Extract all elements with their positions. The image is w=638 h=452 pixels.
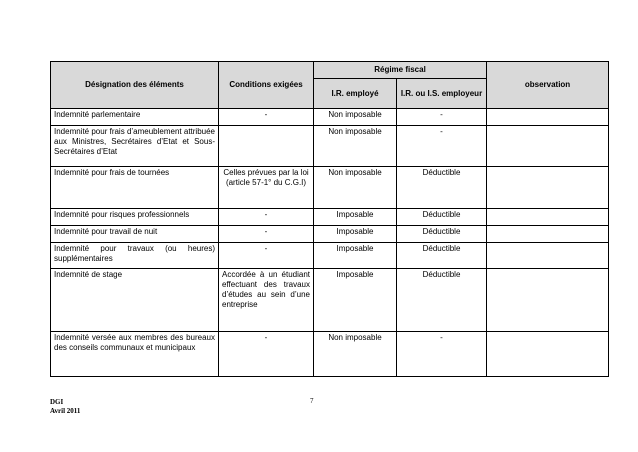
header-designation: Désignation des éléments — [51, 62, 219, 109]
cell-iris: Déductible — [397, 167, 487, 209]
cell-designation: Indemnité de stage — [51, 269, 219, 332]
cell-conditions: Accordée à un étudiant effectuant des travaux d’études au sein d’une entreprise — [219, 269, 314, 332]
cell-iris: Déductible — [397, 243, 487, 269]
table-row — [51, 243, 609, 269]
cell-conditions — [219, 126, 314, 167]
cell-ir: Non imposable — [314, 109, 397, 126]
cell-observation — [487, 332, 609, 377]
table-row — [51, 226, 609, 243]
cell-conditions: - — [219, 209, 314, 226]
cell-observation — [487, 243, 609, 269]
table-row — [51, 332, 609, 377]
cell-ir: Non imposable — [314, 332, 397, 377]
cell-observation — [487, 209, 609, 226]
cell-iris: - — [397, 332, 487, 377]
cell-iris: - — [397, 126, 487, 167]
cell-designation: Indemnité versée aux membres des bureaux des conseils communaux et municipaux — [51, 332, 219, 377]
cell-observation — [487, 226, 609, 243]
cell-ir: Imposable — [314, 226, 397, 243]
cell-conditions: - — [219, 226, 314, 243]
table-row — [51, 126, 609, 167]
cell-observation — [487, 167, 609, 209]
fiscal-regime-table — [50, 61, 609, 377]
table-row — [51, 269, 609, 332]
header-ir-is-employeur: I.R. ou I.S. employeur — [397, 79, 487, 109]
cell-designation: Indemnité pour travail de nuit — [51, 226, 219, 243]
cell-conditions: - — [219, 109, 314, 126]
cell-ir: Imposable — [314, 209, 397, 226]
cell-observation — [487, 269, 609, 332]
header-regime-fiscal: Régime fiscal — [314, 62, 487, 79]
table-row — [51, 109, 609, 126]
table-row — [51, 209, 609, 226]
cell-conditions: - — [219, 243, 314, 269]
cell-observation — [487, 126, 609, 167]
header-observation: observation — [487, 62, 609, 109]
cell-iris: Déductible — [397, 209, 487, 226]
cell-designation: Indemnité pour frais de tournées — [51, 167, 219, 209]
cell-iris: Déductible — [397, 226, 487, 243]
cell-ir: Non imposable — [314, 126, 397, 167]
cell-designation: Indemnité pour risques professionnels — [51, 209, 219, 226]
cell-ir: Non imposable — [314, 167, 397, 209]
page-number: 7 — [310, 397, 314, 405]
cell-observation — [487, 109, 609, 126]
cell-ir: Imposable — [314, 243, 397, 269]
cell-designation: Indemnité pour frais d’ameublement attribuée aux Ministres, Secrétaires d’Etat et Sous-Secrétaires d’Etat — [51, 126, 219, 167]
cell-designation: Indemnité pour travaux (ou heures) supplémentaires — [51, 243, 219, 269]
header-conditions: Conditions exigées — [219, 62, 314, 109]
cell-conditions: - — [219, 332, 314, 377]
cell-designation: Indemnité parlementaire — [51, 109, 219, 126]
cell-iris: Déductible — [397, 269, 487, 332]
table-row — [51, 167, 609, 209]
cell-iris: - — [397, 109, 487, 126]
footer-date: Avril 2011 — [50, 407, 81, 415]
cell-ir: Imposable — [314, 269, 397, 332]
cell-conditions: Celles prévues par la loi (article 57-1° du C.G.I) — [219, 167, 314, 209]
footer-org: DGI — [50, 398, 64, 406]
footer-source — [50, 398, 80, 416]
header-ir-employe: I.R. employé — [314, 79, 397, 109]
